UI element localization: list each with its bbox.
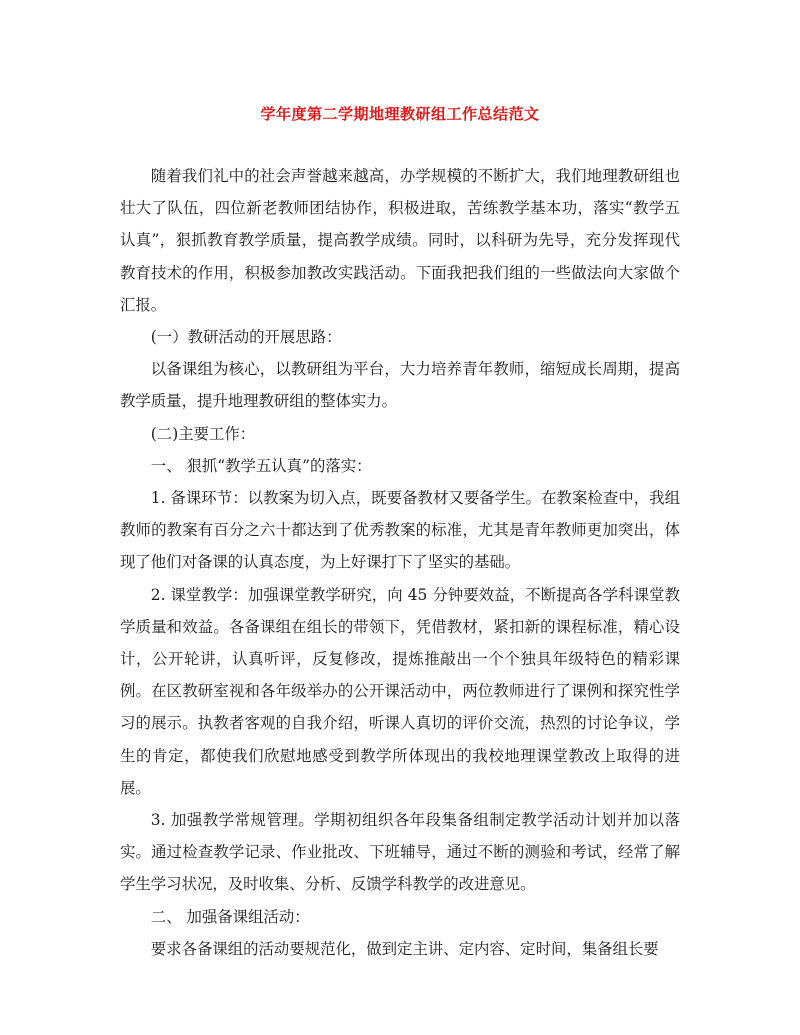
document-title: 学年度第二学期地理教研组工作总结范文 [260, 105, 540, 123]
paragraph-lesson-prep: 1. 备课环节：以教案为切入点，既要备教材又要备学生。在教案检查中，我组教师的教案有百分之六十都达到了优秀教案的标准，尤其是青年教师更加突出，体现了他们对备课的认真态度，为上好课打下了坚实的基础。 [120, 489, 680, 572]
paragraph-heading-approach: (一）教研活动的开展思路： [150, 328, 342, 347]
paragraph-heading-five-earnest: 一、 狠抓“教学五认真”的落实： [150, 456, 372, 475]
paragraph-heading-main-work: (二)主要工作： [150, 424, 256, 443]
paragraph-heading-prep-groups: 二、 加强备课组活动： [150, 907, 310, 926]
paragraph-prep-groups: 要求各备课组的活动要规范化，做到定主讲、定内容、定时间，集备组长要 [150, 939, 659, 958]
paragraph-approach: 以备课组为核心，以教研组为平台，大力培养青年教师，缩短成长周期，提高教学质量，提升地理教研组的整体实力。 [120, 360, 680, 411]
paragraph-intro: 随着我们礼中的社会声誉越来越高，办学规模的不断扩大，我们地理教研组也壮大了队伍，四位新老教师团结协作，积极进取，苦练教学基本功，落实“教学五认真”，狠抓教育教学质量，提高教学成绩。同时，以科研为先导，充分发挥现代教育技术的作用，积极参加教改实践活动。下面我把我们组的一些做法向大家做个汇报。 [120, 167, 680, 314]
paragraph-routine-management: 3. 加强教学常规管理。学期初组织各年段集备组制定教学活动计划并加以落实。通过检查教学记录、作业批改、下班辅导，通过不断的测验和考试，经常了解学生学习状况，及时收集、分析、反馈学科教学的改进意见。 [120, 811, 680, 894]
document-body [120, 160, 680, 965]
paragraph-classroom-teaching: 2. 课堂教学：加强课堂教学研究，向 45 分钟要效益，不断提高各学科课堂教学质量和效益。各备课组在组长的带领下，凭借教材，紧扣新的课程标准，精心设计，公开轮讲，认真听评，反复修改，提炼推敲出一个个独具年级特色的精彩课例。在区教研室视和各年级举办的公开课活动中，两位教师进行了课例和探究性学习的展示。执教者客观的自我介绍，听课人真切的评价交流，热烈的讨论争议，学生的肯定，都使我们欣慰地感受到教学所体现出的我校地理课堂教改上取得的进展。 [120, 585, 680, 797]
